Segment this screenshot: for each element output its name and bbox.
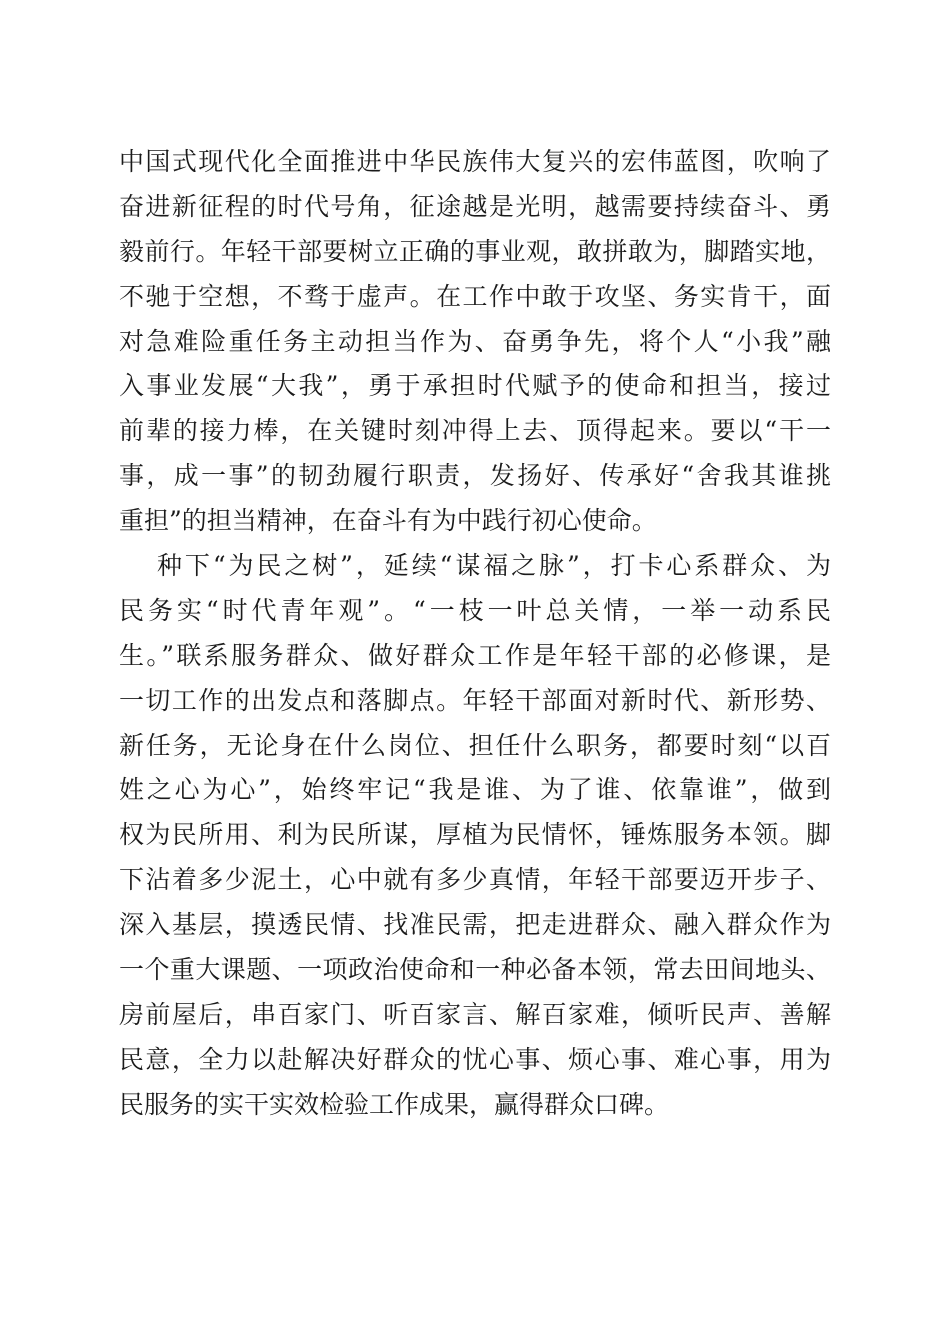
- text-line: 对急难险重任务主动担当作为、奋勇争先，将个人“小我”融: [119, 326, 831, 356]
- paragraph-1: [119, 140, 831, 544]
- text-line: 民服务的实干实效检验工作成果，赢得群众口碑。: [119, 1089, 670, 1119]
- text-line: 生。”联系服务群众、做好群众工作是年轻干部的必修课，是: [119, 640, 831, 670]
- text-line: 姓之心为心”，始终牢记“我是谁、为了谁、依靠谁”，做到: [119, 775, 831, 805]
- text-line: 中国式现代化全面推进中华民族伟大复兴的宏伟蓝图，吹响了: [119, 147, 831, 176]
- text-line: 重担”的担当精神，在奋斗有为中践行初心使命。: [119, 506, 657, 536]
- paragraph-2: [119, 544, 831, 1128]
- text-line: 入事业发展“大我”，勇于承担时代赋予的使命和担当，接过: [119, 371, 831, 401]
- text-line: 事，成一事”的韧劲履行职责，发扬好、传承好“舍我其谁挑: [119, 461, 831, 491]
- text-line: 一个重大课题、一项政治使命和一种必备本领，常去田间地头、: [119, 955, 831, 985]
- text-line: 奋进新征程的时代号角，征途越是光明，越需要持续奋斗、勇: [119, 191, 831, 221]
- text-line: 种下“为民之树”，延续“谋福之脉”，打卡心系群众、为: [157, 551, 831, 581]
- text-line: 权为民所用、利为民所谋，厚植为民情怀，锤炼服务本领。脚: [119, 820, 831, 850]
- body-text: [119, 140, 831, 1128]
- text-line: 前辈的接力棒，在关键时刻冲得上去、顶得起来。要以“干一: [119, 416, 831, 446]
- text-line: 不驰于空想，不骛于虚声。在工作中敢于攻坚、务实肯干，面: [119, 281, 831, 311]
- text-line: 新任务，无论身在什么岗位、担任什么职务，都要时刻“以百: [119, 730, 831, 760]
- text-line: 一切工作的出发点和落脚点。年轻干部面对新时代、新形势、: [119, 685, 831, 715]
- text-line: 民务实“时代青年观”。“一枝一叶总关情，一举一动系民: [119, 595, 831, 625]
- text-line: 深入基层，摸透民情、找准民需，把走进群众、融入群众作为: [119, 910, 831, 940]
- text-line: 房前屋后，串百家门、听百家言、解百家难，倾听民声、善解: [119, 999, 831, 1029]
- text-line: 毅前行。年轻干部要树立正确的事业观，敢拼敢为，脚踏实地，: [119, 236, 831, 266]
- text-line: 民意，全力以赴解决好群众的忧心事、烦心事、难心事，用为: [119, 1044, 831, 1074]
- text-line: 下沾着多少泥土，心中就有多少真情，年轻干部要迈开步子、: [119, 865, 831, 895]
